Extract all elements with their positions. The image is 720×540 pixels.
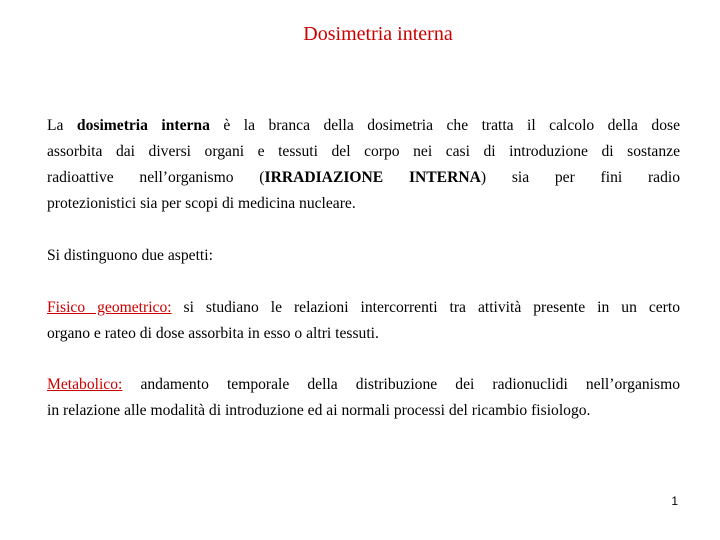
intro-paragraph: [47, 113, 680, 217]
aspects-intro: [47, 243, 680, 269]
aspects-intro-text: Si distinguono due aspetti:: [47, 247, 213, 264]
aspect-metabolic-text: andamento temporale della distribuzione dei radionuclidi nell’organismo: [122, 376, 680, 393]
aspect-metabolic-line-1: [47, 372, 680, 398]
intro-text: radioattive nell’organismo (: [47, 169, 265, 186]
aspect-physical-line-1: [47, 295, 680, 321]
intro-keyword: dosimetria interna: [76, 117, 210, 134]
aspect-physical-term: Fisico geometrico:: [47, 299, 172, 316]
intro-text: La: [47, 117, 77, 134]
intro-line-2: assorbita dai diversi organi e tessuti del corpo nei casi di introduzione di sostanze: [47, 143, 680, 160]
page-number: 1: [671, 494, 678, 508]
page-title: Dosimetria interna: [303, 23, 453, 45]
intro-line-3: [47, 165, 680, 191]
intro-line-1: [47, 113, 680, 139]
aspect-metabolic-term: Metabolico:: [47, 376, 123, 393]
intro-keyword: IRRADIAZIONE INTERNA: [264, 169, 481, 186]
intro-text: è la branca della dosimetria che tratta il calcolo della dose: [209, 117, 680, 134]
intro-line-4: protezionistici sia per scopi di medicina nucleare.: [47, 195, 356, 212]
aspect-physical-paragraph: [47, 295, 680, 347]
aspect-metabolic-line-2: in relazione alle modalità di introduzione ed ai normali processi del ricambio fisiologo.: [47, 402, 591, 419]
aspect-metabolic-paragraph: [47, 372, 680, 424]
intro-text: ) sia per fini radio: [480, 169, 680, 186]
aspect-physical-text: si studiano le relazioni intercorrenti tra attività presente in un certo: [171, 299, 681, 316]
aspect-physical-line-2: organo e rateo di dose assorbita in esso o altri tessuti.: [47, 325, 379, 342]
